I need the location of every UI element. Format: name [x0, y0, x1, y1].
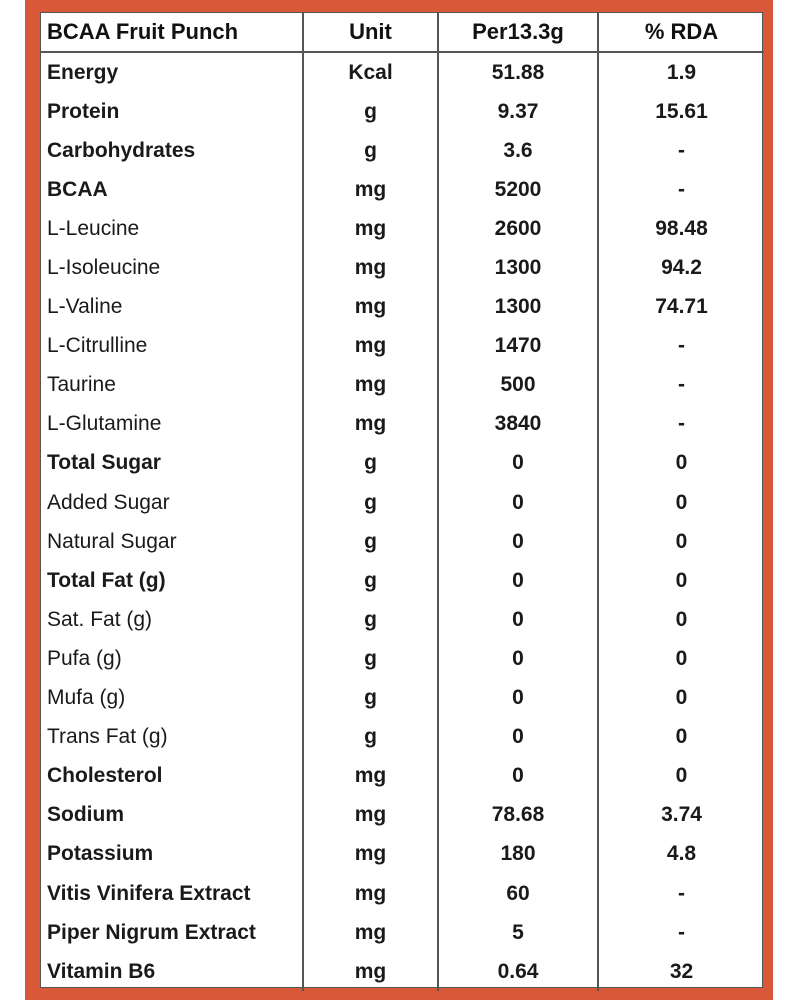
- unit-cell: mg: [303, 288, 438, 327]
- unit-cell: mg: [303, 835, 438, 874]
- per-serving-cell: 5200: [438, 170, 598, 209]
- unit-cell: g: [303, 718, 438, 757]
- nutrient-name: Carbohydrates: [47, 138, 196, 162]
- unit-cell: mg: [303, 209, 438, 248]
- nutrient-name: Taurine: [47, 373, 116, 397]
- rda-cell: 15.61: [598, 92, 764, 131]
- rda-cell: 0: [598, 522, 764, 561]
- rda-cell: 3.74: [598, 796, 764, 835]
- nutrient-name: Total Sugar: [47, 451, 161, 475]
- per-serving-cell: 0.64: [438, 952, 598, 991]
- table-row: [41, 522, 764, 561]
- nutrient-name: L-Valine: [47, 295, 123, 319]
- rda-cell: 0: [598, 444, 764, 483]
- table-row: [41, 796, 764, 835]
- table-row: [41, 835, 764, 874]
- unit-cell: g: [303, 639, 438, 678]
- table-row: [41, 757, 764, 796]
- table-row: [41, 600, 764, 639]
- unit-cell: mg: [303, 327, 438, 366]
- table-row: [41, 170, 764, 209]
- nutrition-table-container: [40, 12, 763, 988]
- rda-cell: 0: [598, 600, 764, 639]
- rda-cell: -: [598, 366, 764, 405]
- table-row: [41, 288, 764, 327]
- header-per-serving: Per13.3g: [438, 13, 598, 52]
- nutrient-name: Piper Nigrum Extract: [47, 920, 256, 944]
- per-serving-cell: 0: [438, 483, 598, 522]
- nutrient-name: L-Isoleucine: [47, 256, 161, 280]
- table-row: [41, 92, 764, 131]
- rda-cell: 98.48: [598, 209, 764, 248]
- unit-cell: mg: [303, 366, 438, 405]
- table-row: [41, 483, 764, 522]
- per-serving-cell: 3840: [438, 405, 598, 444]
- unit-cell: mg: [303, 248, 438, 287]
- per-serving-cell: 0: [438, 639, 598, 678]
- unit-cell: mg: [303, 913, 438, 952]
- unit-cell: Kcal: [303, 52, 438, 92]
- header-row: [41, 13, 764, 52]
- per-serving-cell: 0: [438, 757, 598, 796]
- nutrient-name: Energy: [47, 60, 119, 84]
- rda-cell: 0: [598, 679, 764, 718]
- unit-cell: mg: [303, 796, 438, 835]
- per-serving-cell: 1300: [438, 248, 598, 287]
- unit-cell: g: [303, 679, 438, 718]
- nutrient-name: Sat. Fat (g): [47, 607, 153, 631]
- table-row: [41, 52, 764, 92]
- per-serving-cell: 1300: [438, 288, 598, 327]
- table-row: [41, 874, 764, 913]
- nutrient-name: Natural Sugar: [47, 529, 177, 553]
- header-rda: % RDA: [598, 13, 764, 52]
- nutrient-name: BCAA: [47, 177, 108, 201]
- table-row: [41, 405, 764, 444]
- table-row: [41, 639, 764, 678]
- rda-cell: 74.71: [598, 288, 764, 327]
- table-row: [41, 366, 764, 405]
- rda-cell: 0: [598, 639, 764, 678]
- unit-cell: g: [303, 131, 438, 170]
- nutrient-name: Total Fat (g): [47, 568, 166, 592]
- nutrient-name: Vitis Vinifera Extract: [47, 881, 251, 905]
- unit-cell: g: [303, 444, 438, 483]
- rda-cell: -: [598, 913, 764, 952]
- table-row: [41, 209, 764, 248]
- unit-cell: mg: [303, 170, 438, 209]
- rda-cell: -: [598, 327, 764, 366]
- rda-cell: 32: [598, 952, 764, 991]
- rda-cell: 0: [598, 561, 764, 600]
- nutrition-table: [41, 13, 764, 991]
- per-serving-cell: 51.88: [438, 52, 598, 92]
- rda-cell: -: [598, 405, 764, 444]
- nutrient-name: L-Citrulline: [47, 334, 148, 358]
- unit-cell: g: [303, 92, 438, 131]
- rda-cell: -: [598, 131, 764, 170]
- rda-cell: 1.9: [598, 52, 764, 92]
- nutrient-name: Added Sugar: [47, 490, 170, 514]
- per-serving-cell: 180: [438, 835, 598, 874]
- unit-cell: mg: [303, 874, 438, 913]
- table-row: [41, 444, 764, 483]
- unit-cell: mg: [303, 757, 438, 796]
- nutrient-name: Vitamin B6: [47, 959, 156, 983]
- per-serving-cell: 500: [438, 366, 598, 405]
- header-product: BCAA Fruit Punch: [41, 13, 303, 52]
- nutrient-name: Protein: [47, 99, 120, 123]
- per-serving-cell: 5: [438, 913, 598, 952]
- table-row: [41, 131, 764, 170]
- per-serving-cell: 1470: [438, 327, 598, 366]
- nutrient-name: Trans Fat (g): [47, 725, 168, 749]
- nutrient-name: L-Glutamine: [47, 412, 162, 436]
- table-row: [41, 952, 764, 991]
- header-unit: Unit: [303, 13, 438, 52]
- table-row: [41, 561, 764, 600]
- unit-cell: g: [303, 600, 438, 639]
- per-serving-cell: 0: [438, 600, 598, 639]
- rda-cell: 4.8: [598, 835, 764, 874]
- nutrient-name: Pufa (g): [47, 646, 122, 670]
- per-serving-cell: 9.37: [438, 92, 598, 131]
- nutrient-name: Potassium: [47, 842, 154, 866]
- table-row: [41, 913, 764, 952]
- per-serving-cell: 78.68: [438, 796, 598, 835]
- unit-cell: g: [303, 483, 438, 522]
- table-row: [41, 718, 764, 757]
- per-serving-cell: 2600: [438, 209, 598, 248]
- table-row: [41, 327, 764, 366]
- rda-cell: 0: [598, 718, 764, 757]
- per-serving-cell: 0: [438, 522, 598, 561]
- per-serving-cell: 0: [438, 679, 598, 718]
- unit-cell: mg: [303, 405, 438, 444]
- rda-cell: 94.2: [598, 248, 764, 287]
- table-row: [41, 248, 764, 287]
- table-row: [41, 679, 764, 718]
- per-serving-cell: 0: [438, 561, 598, 600]
- nutrient-name: L-Leucine: [47, 216, 140, 240]
- nutrient-name: Mufa (g): [47, 686, 126, 710]
- per-serving-cell: 60: [438, 874, 598, 913]
- unit-cell: g: [303, 561, 438, 600]
- nutrient-name: Cholesterol: [47, 764, 163, 788]
- per-serving-cell: 0: [438, 718, 598, 757]
- rda-cell: 0: [598, 757, 764, 796]
- per-serving-cell: 0: [438, 444, 598, 483]
- rda-cell: -: [598, 874, 764, 913]
- nutrient-name: Sodium: [47, 803, 124, 827]
- per-serving-cell: 3.6: [438, 131, 598, 170]
- unit-cell: g: [303, 522, 438, 561]
- unit-cell: mg: [303, 952, 438, 991]
- rda-cell: 0: [598, 483, 764, 522]
- rda-cell: -: [598, 170, 764, 209]
